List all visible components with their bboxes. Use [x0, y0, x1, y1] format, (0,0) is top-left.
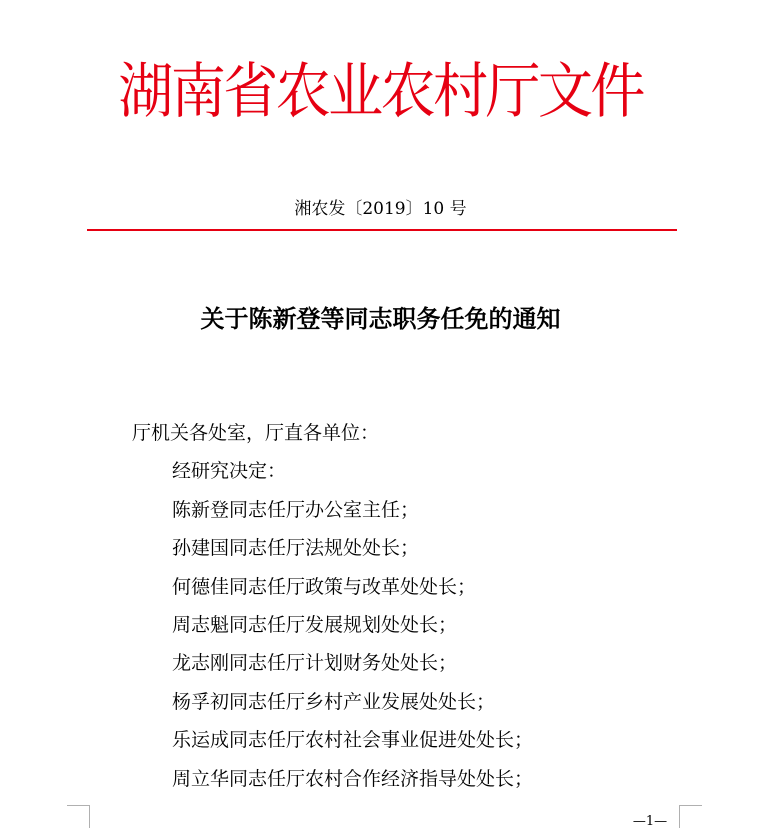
body-line: 龙志刚同志任厅计划财务处处长； — [172, 652, 458, 675]
body-line: 经研究决定： — [172, 460, 287, 483]
body-line: 杨孚初同志任厅乡村产业发展处处长； — [172, 690, 496, 713]
body-line: 何德佳同志任厅政策与改革处处长； — [172, 575, 477, 598]
notice-body — [0, 414, 761, 798]
body-line: 周立华同志任厅农村合作经济指导处处长； — [172, 767, 534, 790]
document-number: 湘农发〔2019〕10 号 — [294, 199, 467, 219]
document-header-title: 湖南省农业农村厅文件 — [118, 57, 643, 127]
salutation: 厅机关各处室，厅直各单位： — [132, 422, 380, 444]
body-line: 陈新登同志任厅办公室主任； — [172, 498, 420, 521]
notice-title: 关于陈新登等同志职务任免的通知 — [200, 304, 561, 333]
page-number: —1— — [632, 814, 668, 829]
body-line: 乐运成同志任厅农村社会事业促进处处长； — [172, 729, 534, 752]
left-margin-corner-mark — [67, 805, 90, 828]
red-divider-line — [87, 229, 677, 231]
body-line: 周志魁同志任厅发展规划处处长； — [172, 614, 458, 637]
body-line: 孙建国同志任厅法规处处长； — [172, 537, 420, 560]
